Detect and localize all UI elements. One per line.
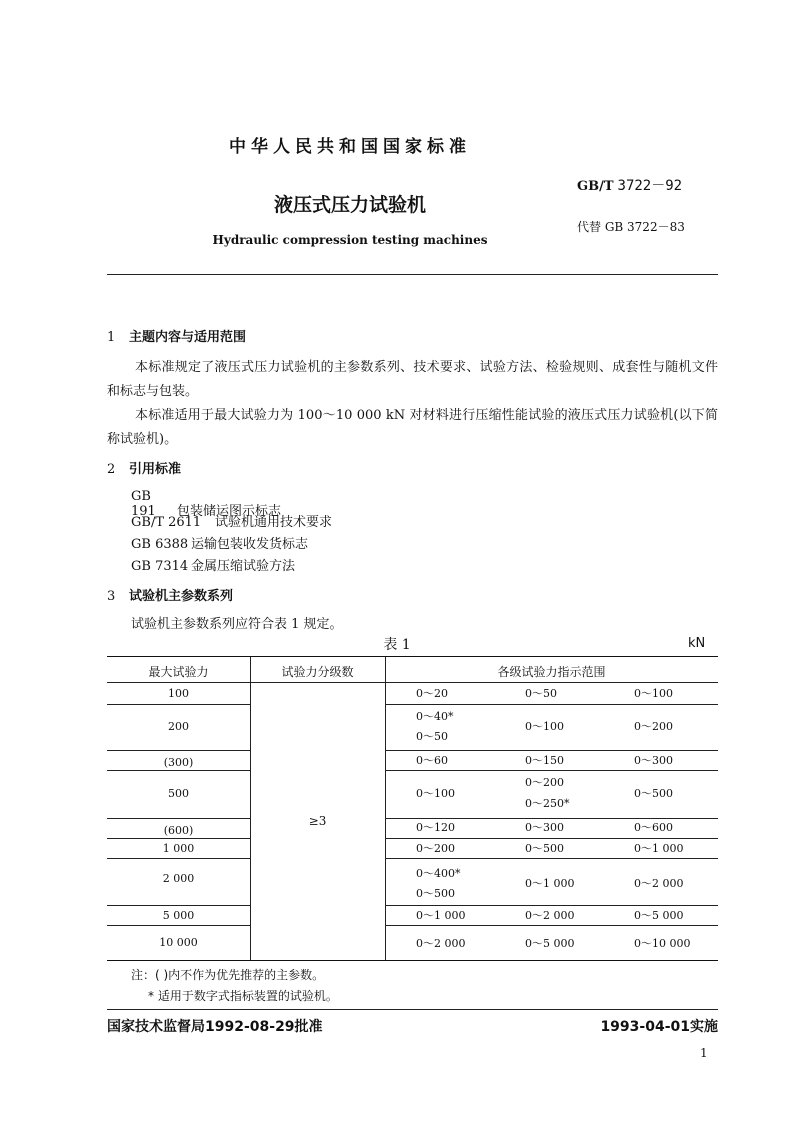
range-cell: 0～400* — [416, 867, 461, 880]
reference-name: 金属压缩试验方法 — [191, 559, 296, 574]
row-rule — [385, 925, 718, 926]
max-force-cell: 100 — [168, 687, 189, 700]
range-cell: 0～1 000 — [525, 877, 575, 890]
replaces-note: 代替 GB 3722－83 — [577, 220, 685, 234]
row-rule — [385, 838, 718, 839]
section-title: 引用标准 — [129, 462, 182, 477]
row-rule — [385, 750, 718, 751]
range-cell: 0～2 000 — [634, 877, 684, 890]
max-force-cell: 10 000 — [159, 936, 198, 949]
range-cell: 0～500 — [525, 842, 564, 855]
row-rule — [107, 925, 250, 926]
range-cell: 0～300 — [525, 821, 564, 834]
approval-date: 国家技术监督局1992-08-29批准 — [107, 1019, 323, 1035]
section-number: 2 — [107, 462, 116, 477]
max-force-cell: 200 — [168, 720, 189, 733]
range-cell: 0～1 000 — [416, 909, 466, 922]
max-force-cell: (600) — [163, 824, 194, 837]
range-cell: 0～200 — [416, 842, 455, 855]
grading-cell: ≥3 — [308, 814, 327, 828]
table-unit: kN — [688, 636, 706, 651]
row-rule — [107, 818, 250, 819]
table-top-rule — [107, 656, 718, 657]
row-rule — [107, 838, 250, 839]
range-cell: 0～200 — [634, 720, 673, 733]
table-caption: 表 1 — [383, 637, 411, 653]
row-rule — [107, 905, 250, 906]
range-cell: 0～50 — [416, 730, 448, 743]
page-number: 1 — [700, 1046, 708, 1060]
section-number: 3 — [107, 589, 116, 604]
max-force-cell: 500 — [168, 787, 189, 800]
max-force-cell: 5 000 — [162, 909, 195, 922]
range-cell: 0～600 — [634, 821, 673, 834]
range-cell: 0～10 000 — [634, 937, 691, 950]
table-note: * 适用于数字式指标装置的试验机。 — [148, 989, 338, 1003]
table-note: 注：( )内不作为优先推荐的主参数。 — [131, 968, 325, 982]
reference-name: 包装储运图示标志 — [177, 504, 282, 519]
range-cell: 0～500 — [634, 787, 673, 800]
reference-code: GB 7314 — [131, 559, 189, 574]
table-header-cell: 最大试验力 — [148, 665, 209, 679]
range-cell: 0～250* — [525, 797, 570, 810]
range-cell: 0～5 000 — [525, 937, 575, 950]
document-title-en: Hydraulic compression testing machines — [212, 233, 488, 247]
range-cell: 0～500 — [416, 887, 455, 900]
table-header-rule — [107, 682, 718, 683]
document-title-cn: 液压式压力试验机 — [273, 194, 426, 216]
range-cell: 0～5 000 — [634, 909, 684, 922]
range-cell: 0～40* — [416, 710, 454, 723]
range-cell: 0～2 000 — [525, 909, 575, 922]
row-rule — [385, 704, 718, 705]
row-rule — [107, 704, 250, 705]
max-force-cell: (300) — [163, 756, 194, 769]
max-force-cell: 2 000 — [162, 872, 195, 885]
effective-date: 1993-04-01实施 — [600, 1019, 718, 1035]
section-number: 1 — [107, 330, 116, 345]
range-cell: 0～60 — [416, 754, 448, 767]
row-rule — [385, 858, 718, 859]
column-rule — [250, 657, 251, 960]
standard-code-prefix: GB/T — [577, 179, 614, 194]
footer-divider — [107, 1009, 718, 1010]
range-cell: 0～200 — [525, 776, 564, 789]
range-cell: 0～100 — [416, 787, 455, 800]
range-cell: 0～50 — [525, 687, 557, 700]
range-cell: 0～300 — [634, 754, 673, 767]
row-rule — [385, 770, 718, 771]
reference-code: GB 6388 — [131, 537, 189, 552]
section-3-intro: 试验机主参数系列应符合表 1 规定。 — [131, 617, 343, 632]
standard-code-number: 3722－92 — [617, 178, 683, 194]
section-1-paragraph-2: 本标准适用于最大试验力为 100～10 000 kN 对材料进行压缩性能试验的液压式压力试验机(以下简称试验机)。 — [107, 408, 718, 447]
section-title: 试验机主参数系列 — [129, 589, 234, 604]
section-title: 主题内容与适用范围 — [129, 330, 247, 345]
range-cell: 0～120 — [416, 821, 455, 834]
range-cell: 0～100 — [634, 687, 673, 700]
row-rule — [107, 770, 250, 771]
table-header-cell: 试验力分级数 — [281, 665, 354, 679]
row-rule — [107, 750, 250, 751]
row-rule — [107, 858, 250, 859]
table-bottom-rule — [107, 960, 718, 961]
reference-code: GB 191 — [131, 489, 156, 519]
range-cell: 0～100 — [525, 720, 564, 733]
national-standard-title: 中华人民共和国国家标准 — [229, 137, 471, 157]
range-cell: 0～2 000 — [416, 937, 466, 950]
range-cell: 0～20 — [416, 687, 448, 700]
table-header-cell: 各级试验力指示范围 — [497, 665, 606, 679]
row-rule — [385, 905, 718, 906]
max-force-cell: 1 000 — [162, 842, 195, 855]
reference-code: GB/T 2611 — [131, 515, 202, 530]
range-cell: 0～1 000 — [634, 842, 684, 855]
column-rule — [385, 657, 386, 960]
reference-name: 试验机通用技术要求 — [215, 515, 333, 530]
reference-name: 运输包装收发货标志 — [191, 537, 309, 552]
range-cell: 0～150 — [525, 754, 564, 767]
section-1-paragraph-1: 本标准规定了液压式压力试验机的主参数系列、技术要求、试验方法、检验规则、成套性与随机文件和标志与包装。 — [107, 360, 718, 399]
